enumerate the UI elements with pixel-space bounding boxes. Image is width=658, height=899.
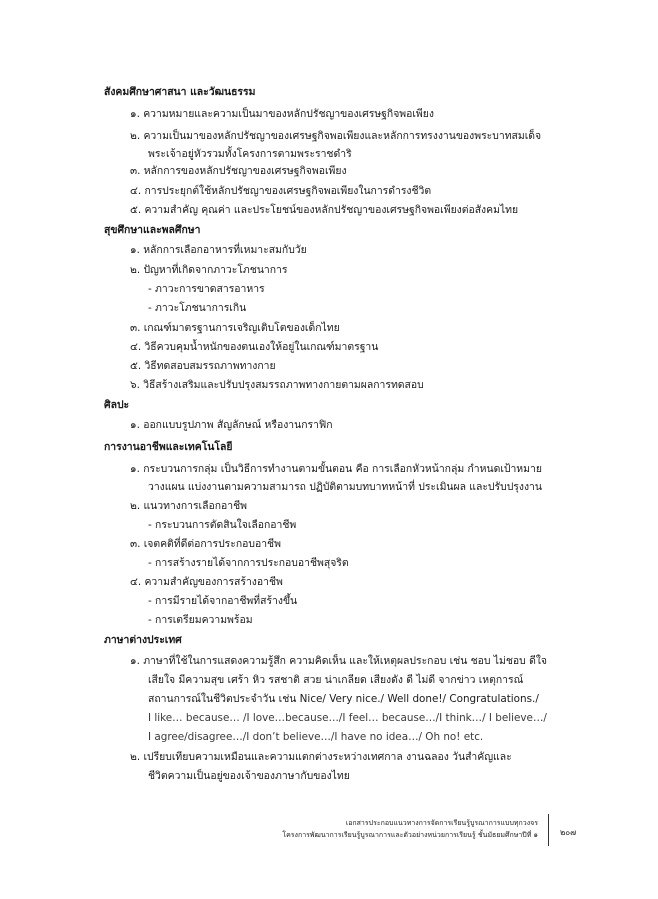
list-item-continuation: พระเจ้าอยู่หัวรวมทั้งโครงการตามพระราชดำริ <box>148 148 352 160</box>
list-item: ๓. หลักการของหลักปรัชญาของเศรษฐกิจพอเพียง <box>130 165 347 177</box>
list-item: ๔. ความสำคัญของการสร้างอาชีพ <box>130 576 283 588</box>
list-item: ๕. วิธีทดสอบสมรรถภาพทางกาย <box>130 360 276 372</box>
list-item-continuation: เสียใจ มีความสุข เศร้า หิว รสชาติ สวย น่าเกลียด เสียงดัง ดี ไม่ดี จากข่าว เหตุการณ์ <box>148 674 524 686</box>
list-item: ๑. กระบวนการกลุ่ม เป็นวิธีการทำงานตามขั้นตอน คือ การเลือกหัวหน้ากลุ่ม กำหนดเป้าหมาย <box>130 463 542 475</box>
footer-divider <box>548 814 549 846</box>
list-item-continuation: วางแผน แบ่งงานตามความสามารถ ปฏิบัติตามบทบาทหน้าที่ ประเมินผล และปรับปรุงงาน <box>148 481 542 493</box>
list-item-continuation: I like… because… /I love…because…/I feel… because…/I think…/ I believe…/ <box>148 712 547 724</box>
page-number: ๒๐๗ <box>560 828 577 837</box>
section-heading-foreign-language: ภาษาต่างประเทศ <box>104 634 182 646</box>
list-item: ๕. ความสำคัญ คุณค่า และประโยชน์ของหลักปรัชญาของเศรษฐกิจพอเพียงต่อสังคมไทย <box>130 204 519 216</box>
list-item: ๒. แนวทางการเลือกอาชีพ <box>130 500 247 512</box>
list-subitem: - การเตรียมความพร้อม <box>148 614 253 626</box>
list-item: ๔. วิธีควบคุมน้ำหนักของตนเองให้อยู่ในเกณฑ์มาตรฐาน <box>130 341 379 353</box>
list-item: ๒. ปัญหาที่เกิดจากภาวะโภชนาการ <box>130 264 288 276</box>
list-item-continuation: สถานการณ์ในชีวิตประจำวัน เช่น Nice/ Very nice./ Well done!/ Congratulations./ <box>148 693 539 705</box>
footer-title-line2: โครงการพัฒนาการเรียนรู้บูรณาการและตัวอย่างหน่วยการเรียนรู้ ชั้นมัธยมศึกษาปีที่ ๑ <box>282 831 538 839</box>
list-item-continuation: ชีวิตความเป็นอยู่ของเจ้าของภาษากับของไทย <box>148 770 350 782</box>
list-item: ๑. ความหมายและความเป็นมาของหลักปรัชญาของเศรษฐกิจพอเพียง <box>130 108 434 120</box>
list-item: ๓. เจตคติที่ดีต่อการประกอบอาชีพ <box>130 538 281 550</box>
list-item: ๒. เปรียบเทียบความเหมือนและความแตกต่างระหว่างเทศกาล งานฉลอง วันสำคัญและ <box>130 751 512 763</box>
list-item-continuation: I agree/disagree…/I don’t believe…/I have no idea…/ Oh no! etc. <box>148 731 484 743</box>
section-heading-social: สังคมศึกษาศาสนา และวัฒนธรรม <box>104 86 256 98</box>
list-item: ๑. หลักการเลือกอาหารที่เหมาะสมกับวัย <box>130 244 307 256</box>
list-subitem: - การสร้างรายได้จากการประกอบอาชีพสุจริต <box>148 557 349 569</box>
list-item: ๔. การประยุกต์ใช้หลักปรัชญาของเศรษฐกิจพอเพียงในการดำรงชีวิต <box>130 185 432 197</box>
list-subitem: - ภาวะโภชนาการเกิน <box>148 302 247 314</box>
section-heading-arts: ศิลปะ <box>104 399 130 411</box>
list-item: ๓. เกณฑ์มาตรฐานการเจริญเติบโตของเด็กไทย <box>130 322 340 334</box>
section-heading-health: สุขศึกษาและพลศึกษา <box>104 224 201 236</box>
footer-title-line1: เอกสารประกอบแนวทางการจัดการเรียนรู้บูรณาการแบบทุกวงจร <box>345 819 538 827</box>
list-item: ๑. ออกแบบรูปภาพ สัญลักษณ์ หรืองานกราฟิก <box>130 419 333 431</box>
list-subitem: - ภาวะการขาดสารอาหาร <box>148 283 265 295</box>
list-item: ๑. ภาษาที่ใช้ในการแสดงความรู้สึก ความคิดเห็น และให้เหตุผลประกอบ เช่น ชอบ ไม่ชอบ ดีใจ <box>130 655 547 667</box>
list-item: ๖. วิธีสร้างเสริมและปรับปรุงสมรรถภาพทางกายตามผลการทดสอบ <box>130 379 424 391</box>
list-subitem: - การมีรายได้จากอาชีพที่สร้างขึ้น <box>148 595 298 607</box>
list-item: ๒. ความเป็นมาของหลักปรัชญาของเศรษฐกิจพอเพียงและหลักการทรงงานของพระบาทสมเด็จ <box>130 130 542 142</box>
section-heading-careers: การงานอาชีพและเทคโนโลยี <box>104 441 233 453</box>
list-subitem: - กระบวนการตัดสินใจเลือกอาชีพ <box>148 519 297 531</box>
